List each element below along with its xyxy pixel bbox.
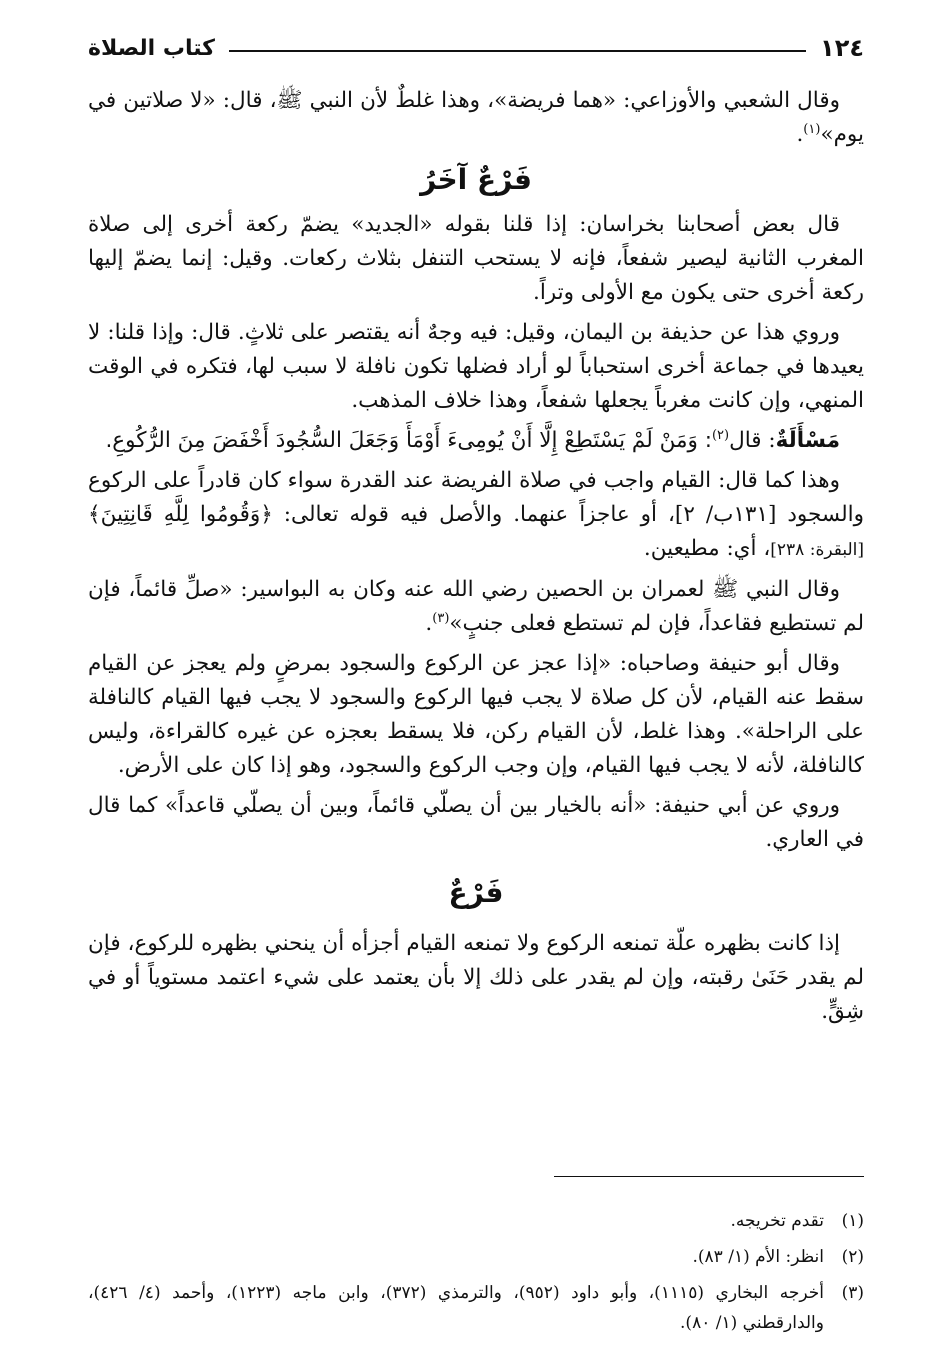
- quran-citation: [البقرة: ٢٣٨]: [770, 540, 864, 560]
- page-header: [88, 28, 864, 68]
- masala-paragraph: [88, 424, 864, 458]
- paragraph-3: وروي هذا عن حذيفة بن اليمان، وقيل: فيه وجهٌ أنه يقتصر على ثلاثٍ. قال: وإذا قلنا: لا يعيدها في جماعة أخرى استحباباً لو أراد فضلها تكون نافلة لا سبب لها، فتكره في الوقت المنهي، وإن كانت مغرباً يجعلها شفعاً، وهذا خلاف المذهب.: [88, 320, 864, 413]
- footnote-item: [88, 1242, 864, 1272]
- footnote-ref-3: (٣): [432, 610, 450, 626]
- section-heading-far: فَرْعٌ: [448, 876, 504, 909]
- footnote-ref-2: (٢): [711, 427, 730, 443]
- paragraph-6: [88, 573, 864, 641]
- paragraph-6-end: .: [425, 611, 433, 636]
- masala-text: : وَمَنْ لَمْ يَسْتَطِعْ إِلَّا أَنْ يُومِىءَ أَوْمَأَ وَجَعَلَ السُّجُودَ أَخْفَضَ مِنَ الرُّكُوعِ.: [105, 428, 712, 453]
- page-number: ١٢٤: [820, 34, 864, 62]
- footnote-item: [88, 1278, 864, 1338]
- footnote-number: (٣): [841, 1283, 864, 1303]
- page-body: [88, 84, 864, 1029]
- paragraph-2: قال بعض أصحابنا بخراسان: إذا قلنا بقوله «الجديد» يضمّ ركعة أخرى إلى صلاة المغرب الثانية ليصير شفعاً، فإنه لا يستحب التنفل بثلاث ركعات. وقيل: إنما يضمّ إليها ركعة أخرى حتى يكون مع الأولى وتراً.: [88, 212, 864, 305]
- paragraph-7: وقال أبو حنيفة وصاحباه: «إذا عجز عن الركوع والسجود بمرضٍ ولم يعجز عن القيام سقط عنه القيام، لأن كل صلاة لا يجب فيها الركوع والسجود لا يجب فيها القيام كالنافلة على الراحلة». وهذا غلط، لأن القيام ركن، فلا يسقط بعجزه عن غيره كالقراءة، وليس كالنافلة، لأنه لا يجب فيها القيام، وإن وجب الركوع والسجود، وهو إذا كان على الأرض.: [88, 651, 864, 778]
- section-heading-far-akhar: فَرْعٌ آخَرُ: [420, 163, 532, 196]
- paragraph-1-end: .: [796, 122, 804, 147]
- footnotes: [88, 1206, 864, 1344]
- footnote-text: تقدم تخريجه.: [730, 1211, 824, 1231]
- header-rule: [229, 50, 806, 52]
- masala-label: مَسْأَلَةٌ: [775, 428, 840, 453]
- paragraph-6-text: وقال النبي ﷺ لعمران بن الحصين رضي الله عنه وكان به البواسير: «صلِّ قائماً، فإن لم تستطيع فقاعداً، فإن لم تستطع فعلى جنبٍ»: [88, 577, 864, 636]
- footnote-ref-1: (١): [803, 121, 821, 137]
- paragraph-5-end: ، أي: مطيعين.: [643, 536, 771, 561]
- footnote-text: أخرجه البخاري (١١١٥)، وأبو داود (٩٥٢)، والترمذي (٣٧٢)، وابن ماجه (١٢٢٣)، وأحمد (٤/ ٤٢٦)، والدارقطني (١/ ٨٠).: [88, 1283, 824, 1333]
- paragraph-8: وروي عن أبي حنيفة: «أنه بالخيار بين أن يصلّي قائماً، وبين أن يصلّي قاعداً» كما قال في العاري.: [88, 793, 864, 852]
- running-title: كتاب الصلاة: [88, 35, 215, 61]
- paragraph-1: [88, 84, 864, 152]
- paragraph-5-text: وهذا كما قال: القيام واجب في صلاة الفريضة عند القدرة سواء كان قادراً على الركوع والسجود [١٣١ب/ ٢]، أو عاجزاً عنهما. والأصل فيه قوله تعالى: ﴿وَقُومُوا لِلَّهِ قَانِتِينَ﴾: [88, 468, 864, 527]
- footnote-item: [88, 1206, 864, 1236]
- paragraph-9: إذا كانت بظهره علّة تمنعه الركوع ولا تمنعه القيام أجزأه أن ينحني بظهره للركوع، فإن لم يقدر حَنَىٰ رقبته، وإن لم يقدر على ذلك إلا بأن يعتمد على شيء اعتمد مستوياً أو في شِقٍّ.: [88, 931, 864, 1024]
- footnote-number: (١): [841, 1211, 864, 1231]
- footnote-separator: [554, 1176, 864, 1177]
- paragraph-5: [88, 464, 864, 567]
- footnote-number: (٢): [841, 1247, 864, 1267]
- masala-qala: : قال: [729, 428, 776, 453]
- book-page: [88, 28, 864, 1348]
- footnote-text: انظر: الأم (١/ ٨٣).: [692, 1247, 824, 1267]
- paragraph-1-text: وقال الشعبي والأوزاعي: «هما فريضة»، وهذا غلطٌ لأن النبي ﷺ، قال: «لا صلاتين في يوم»: [88, 88, 864, 147]
